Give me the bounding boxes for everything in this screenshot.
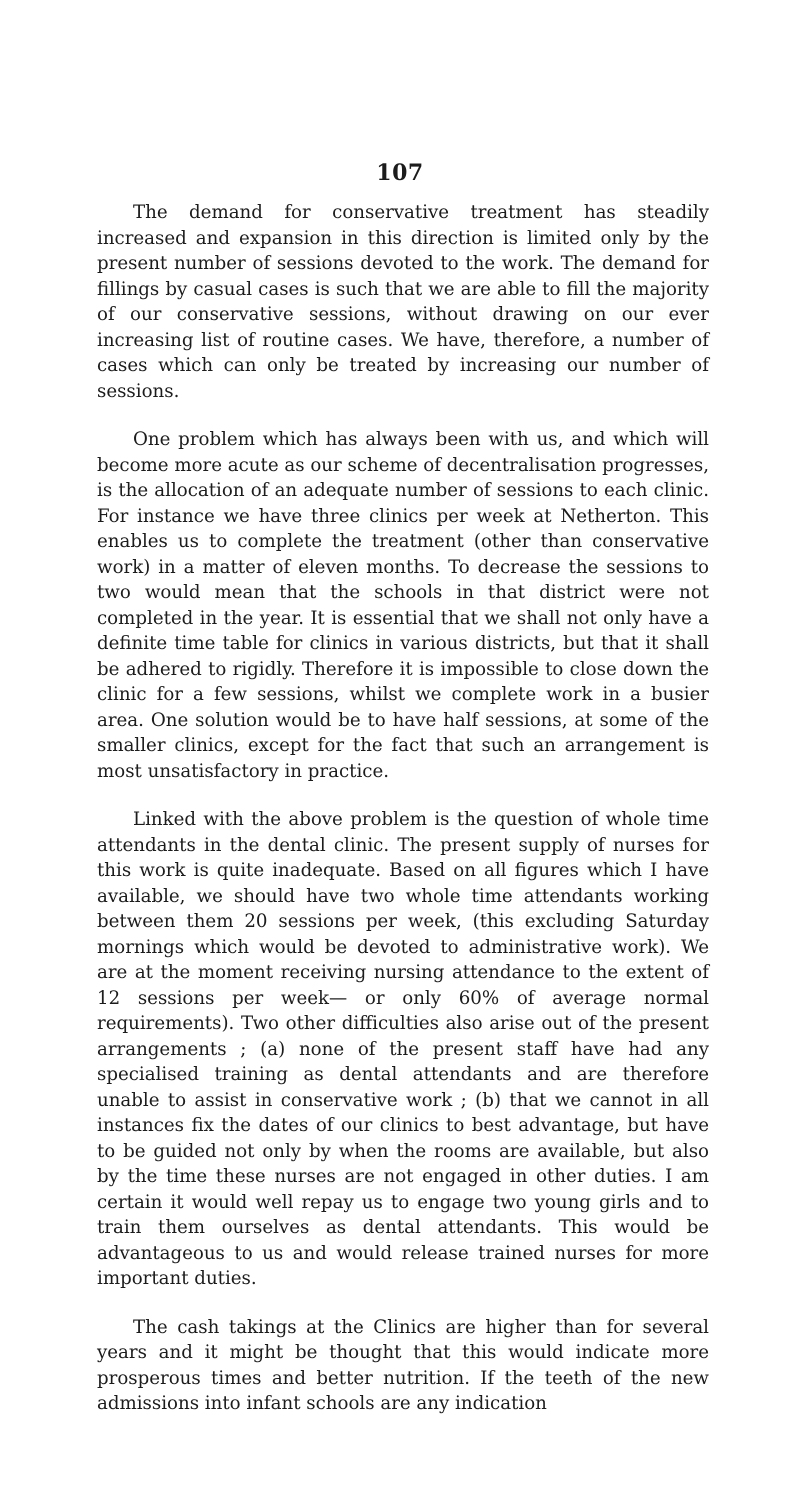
page-body [97,200,709,1417]
paragraph-conservative-treatment: The demand for conservative treatment has steadily increased and expansion in this direction is limited only by the present number of sessions devoted to the work. The demand for fillings by casual cases is such that we are able to fill the majority of our conservative sessions, without drawing on our ever increasing list of routine cases. We have, therefore, a number of cases which can only be treated by increasing our number of sessions. [97,202,709,402]
paragraph-dental-attendants: Linked with the above problem is the question of whole time attendants in the dental clinic. The present supply of nurses for this work is quite inadequate. Based on all figures which I have available, we should have two whole time attendants working between them 20 sessions per week, (this excluding Saturday mornings which would be devoted to administrative work). We are at the moment receiving nursing attendance to the extent of 12 sessions per week— or only 60% of average normal requirements). Two other difficulties also arise out of the present arrangements ; (a) none of the present staff have had any specialised training as dental attendants and are therefore unable to assist in conservative work ; (b) that we cannot in all instances fix the dates of our clinics to best advantage, but have to be guided not only by when the rooms are available, but also by the time these nurses are not engaged in other duties. I am certain it would well repay us to engage two young girls and to train them ourselves as dental attendants. This would be advantageous to us and would release trained nurses for more important duties. [97,809,709,1289]
paragraph-cash-takings: The cash takings at the Clinics are higher than for several years and it might be thought that this would indicate more prosperous times and better nutrition. If the teeth of the new admissions into infant schools are any indication [97,1316,709,1414]
paragraph-session-allocation: One problem which has always been with us, and which will become more acute as our scheme of decentralisation progresses, is the allocation of an adequate number of sessions to each clinic. For instance we have three clinics per week at Netherton. This enables us to complete the treatment (other than conservative work) in a matter of eleven months. To decrease the sessions to two would mean that the schools in that district were not completed in the year. It is essential that we shall not only have a definite time table for clinics in various districts, but that it shall be adhered to rigidly. Therefore it is impossible to close down the clinic for a few sessions, whilst we complete work in a busier area. One solution would be to have half sessions, at some of the smaller clinics, except for the fact that such an arrangement is most unsatisfactory in practice. [97,429,709,782]
page-number: 107 [376,160,424,186]
